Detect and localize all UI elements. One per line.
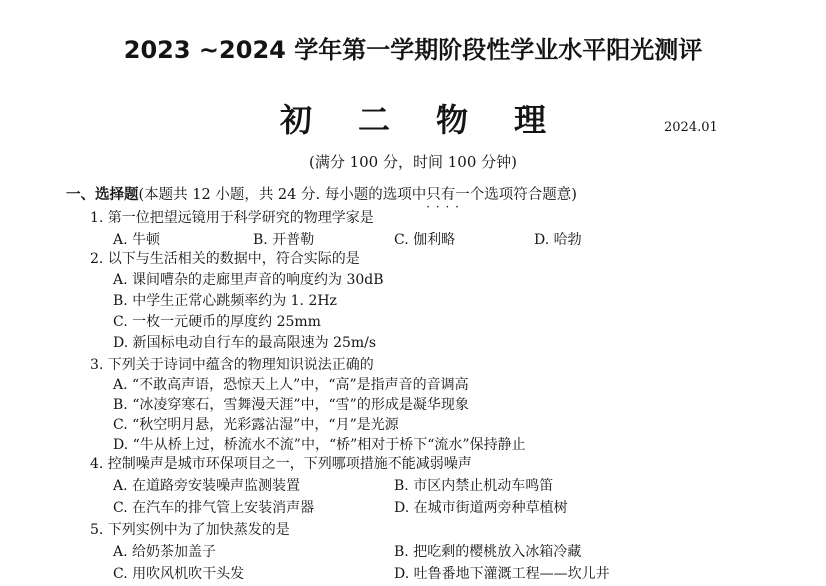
question-2-stem: 2. 以下与生活相关的数据中，符合实际的是 — [90, 251, 360, 267]
question-3-option-d: D. “牛从桥上过，桥流水不流”中，“桥”相对于桥下“流水”保持静止 — [113, 437, 526, 453]
section-heading — [66, 183, 577, 204]
question-4-stem: 4. 控制噪声是城市环保项目之一，下列哪项措施不能减弱噪声 — [90, 456, 472, 472]
exam-subject: 初二物理 — [279, 101, 592, 139]
question-5-option-c: C. 用吹风机吹干头发 — [113, 566, 245, 582]
question-4-option-b: B. 市区内禁止机动车鸣笛 — [394, 478, 554, 494]
question-5-option-a: A. 给奶茶加盖子 — [113, 544, 217, 560]
question-1-option-c: C. 伽利略 — [394, 232, 456, 248]
question-5-option-b: B. 把吃剩的樱桃放入冰箱冷藏 — [394, 544, 582, 560]
question-3-stem: 3. 下列关于诗词中蕴含的物理知识说法正确的 — [90, 357, 374, 373]
question-1-option-b: B. 开普勒 — [253, 232, 315, 248]
section-desc-post: 选项符合题意) — [484, 187, 577, 203]
question-2-option-c: C. 一枚一元硬币的厚度约 25mm — [113, 314, 321, 330]
question-1-option-a: A. 牛顿 — [113, 232, 161, 248]
question-4-option-d: D. 在城市街道两旁种草植树 — [394, 500, 568, 516]
question-3-option-a: A. “不敢高声语，恐惊天上人”中，“高”是指声音的音调高 — [113, 377, 469, 393]
exam-meta: (满分 100 分，时间 100 分钟) — [308, 153, 518, 171]
question-3-option-c: C. “秋空明月悬，光彩露沾湿”中，“月”是光源 — [113, 417, 399, 433]
section-title: 一、选择题 — [66, 187, 139, 203]
question-5-stem: 5. 下列实例中为了加快蒸发的是 — [90, 522, 290, 538]
question-2-option-d: D. 新国标电动自行车的最高限速为 25m/s — [113, 335, 377, 351]
question-1-stem: 1. 第一位把望远镜用于科学研究的物理学家是 — [90, 210, 374, 226]
question-1-option-d: D. 哈勃 — [534, 232, 582, 248]
exam-date: 2024.01 — [664, 120, 718, 135]
question-4-option-a: A. 在道路旁安装噪声监测装置 — [113, 478, 301, 494]
exam-title: 2023 ~2024 学年第一学期阶段性学业水平阳光测评 — [123, 36, 703, 64]
section-desc-emphasis: 只有一个 · · · · — [426, 187, 484, 203]
section-desc-pre: (本题共 12 小题，共 24 分. 每小题的选项中 — [138, 187, 427, 203]
question-2-option-b: B. 中学生正常心跳频率约为 1. 2Hz — [113, 293, 337, 309]
question-4-option-c: C. 在汽车的排气管上安装消声器 — [113, 500, 315, 516]
question-3-option-b: B. “冰凌穿寒石，雪舞漫天涯”中，“雪”的形成是凝华现象 — [113, 397, 469, 413]
question-2-option-a: A. 课间嘈杂的走廊里声音的响度约为 30dB — [113, 272, 384, 288]
question-5-option-d: D. 吐鲁番地下灌溉工程——坎儿井 — [394, 566, 610, 582]
